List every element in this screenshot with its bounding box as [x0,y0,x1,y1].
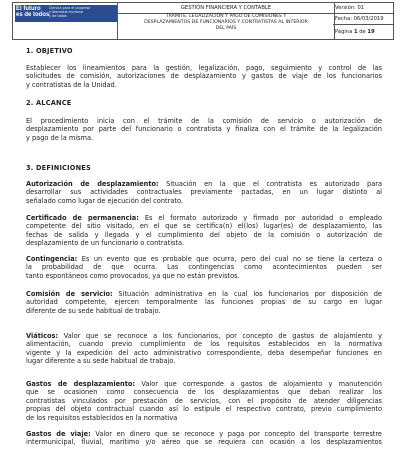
text-line: Situación administrativa en la cual los funcionarios por disposición de [112,290,382,298]
logo-subtext [49,6,107,18]
section-heading-definiciones: 3. DEFINICIONES [26,164,91,172]
text-line: y pago de la misma. [26,133,94,142]
logo-sub-line: y de todas [49,14,67,18]
text-line: vigente y la expedición del acto administrativo correspondiente, deba desempeñar funciones en [26,348,382,357]
text-line: diferente de su sede habitual de trabajo. [26,306,161,315]
logo [13,3,117,39]
text-line: desarrollar sus actividades contractuales previamente pactadas, en un lugar distinto al [26,188,382,197]
text-line: de los requisitos establecidos en la normativa [26,413,178,422]
text-line: alimentación, cuando previo cumplimiento de los requisitos establecidos en la normativa [26,340,382,349]
logo-sub-line: Ciencia para el progreso [49,6,91,10]
page-current: 1 [353,29,358,35]
logo-text [16,6,49,18]
definition-term: Autorización de desplazamiento: [26,180,159,188]
definition-term: Comisión de servicio: [26,290,113,298]
section-heading-alcance: 2. ALCANCE [26,99,72,107]
text-line: propias del objeto contractual cuando así lo estipule el respectivo contrato, previo cumplimiento [26,405,382,414]
text-line: Situación en la que el contratista es autorizado para [158,180,382,188]
text-line: El procedimiento inicia con el trámite de la comisión de servicio o autorización de [26,117,382,125]
definition-term: Viáticos: [26,332,59,340]
text-line: contratistas vinculados por prestación de servicios, con el propósito de atender diligencias [26,396,382,405]
text-line: competente del sitio visitado, en el que se certifica(n) el(los) lugar(es) de desplazamiento, las [26,222,382,231]
definition-term: Certificado de permanencia: [26,214,139,222]
logo-line-1: El futuro [16,6,41,12]
text-line: autoridad competente, ejercen temporalmente las funciones propias de su cargo en lugar [26,298,382,307]
text-line: Valor en dinero que se reconoce y paga por concepto del transporte terrestre [90,430,382,438]
text-line: intermunicipal, fluvial, marítimo y/o aéreo que se requiera con ocasión a los desplazamientos [26,438,382,447]
department-label: GESTIÓN FINANCIERA Y CONTABLE [118,3,334,14]
text-line: señalado como lugar de ejecución del contrato. [26,196,183,205]
definition-comision [26,290,382,315]
text-line: Valor que se reconoce a los funcionarios, por concepto de gastos de alojamiento y [58,332,382,340]
logo-line-2: es de todos [16,12,50,18]
text-line: tanto espontáneos como provocados, ya que no están previstos. [26,271,240,280]
procedure-title-line: TRÁMITE, LEGALIZACIÓN Y PAGO DE COMISIONES Y [165,14,287,19]
paragraph-objetivo [26,64,382,89]
text-line: Valor que corresponde a gastos de alojamiento y manutención [135,380,382,388]
version-label: Versión: 01 [333,3,393,14]
text-line: fechas de salida y llegada y el cumplimiento del objeto de la comisión o autorización de [26,230,382,239]
text-line: la probabilidad de que ocurra. Las contingencias como acontecimientos pueden ser [26,263,382,272]
text-line: Es el formato autorizado y firmado por autoridad o empleado [138,214,383,222]
text-line: que se ocasionen como consecuencia de los desplazamientos que deban realizar los [26,388,382,397]
definition-term: Contingencia: [26,255,78,263]
procedure-title-line: DEL PAÍS [215,26,237,31]
definition-gastos-viaje [26,430,382,447]
text-line: desplazamiento por parte del funcionario o contratista y finaliza con el trámite de la legalización [26,125,382,134]
text-line: desplazamiento de un funcionario o contratista. [26,239,185,248]
page-total: 19 [367,29,375,35]
text-line: Establecer los lineamientos para la gestión, legalización, pago, seguimiento y control de las [26,64,382,72]
section-heading-objetivo: 1. OBJETIVO [26,47,73,55]
definition-certificado [26,214,382,248]
date-label: Fecha: 06/03/2019 [333,14,393,25]
definition-gastos-desplazamiento [26,380,382,422]
logo-sub-line: y bienestar humano [49,10,84,14]
definition-autorizacion [26,180,382,205]
definition-term: Gastos de viaje: [26,430,91,438]
procedure-title-line: DESPLAZAMIENTOS DE FUNCIONARIOS Y CONTRATISTAS AL INTERIOR [144,20,308,25]
definition-viaticos [26,332,382,366]
page-mid: de [357,29,368,35]
header-title-block [117,3,335,39]
paragraph-alcance [26,117,382,142]
page-prefix: Página [335,29,354,35]
header-meta [333,3,393,39]
text-line: solicitudes de comisión, autorizaciones de desplazamiento y gastos de viaje de los funcionarios [26,72,382,81]
text-line: lugar diferente a su sede habitual de trabajo. [26,357,176,366]
definition-term: Gastos de desplazamiento: [26,380,136,388]
text-line: y contratistas de la Unidad. [26,80,117,89]
page-number [333,25,393,39]
definition-contingencia [26,255,382,280]
procedure-title [118,14,334,32]
document-header [12,2,394,40]
text-line: Es un evento que es probable que ocurra, pero del cual no se tiene la certeza o [77,255,382,263]
